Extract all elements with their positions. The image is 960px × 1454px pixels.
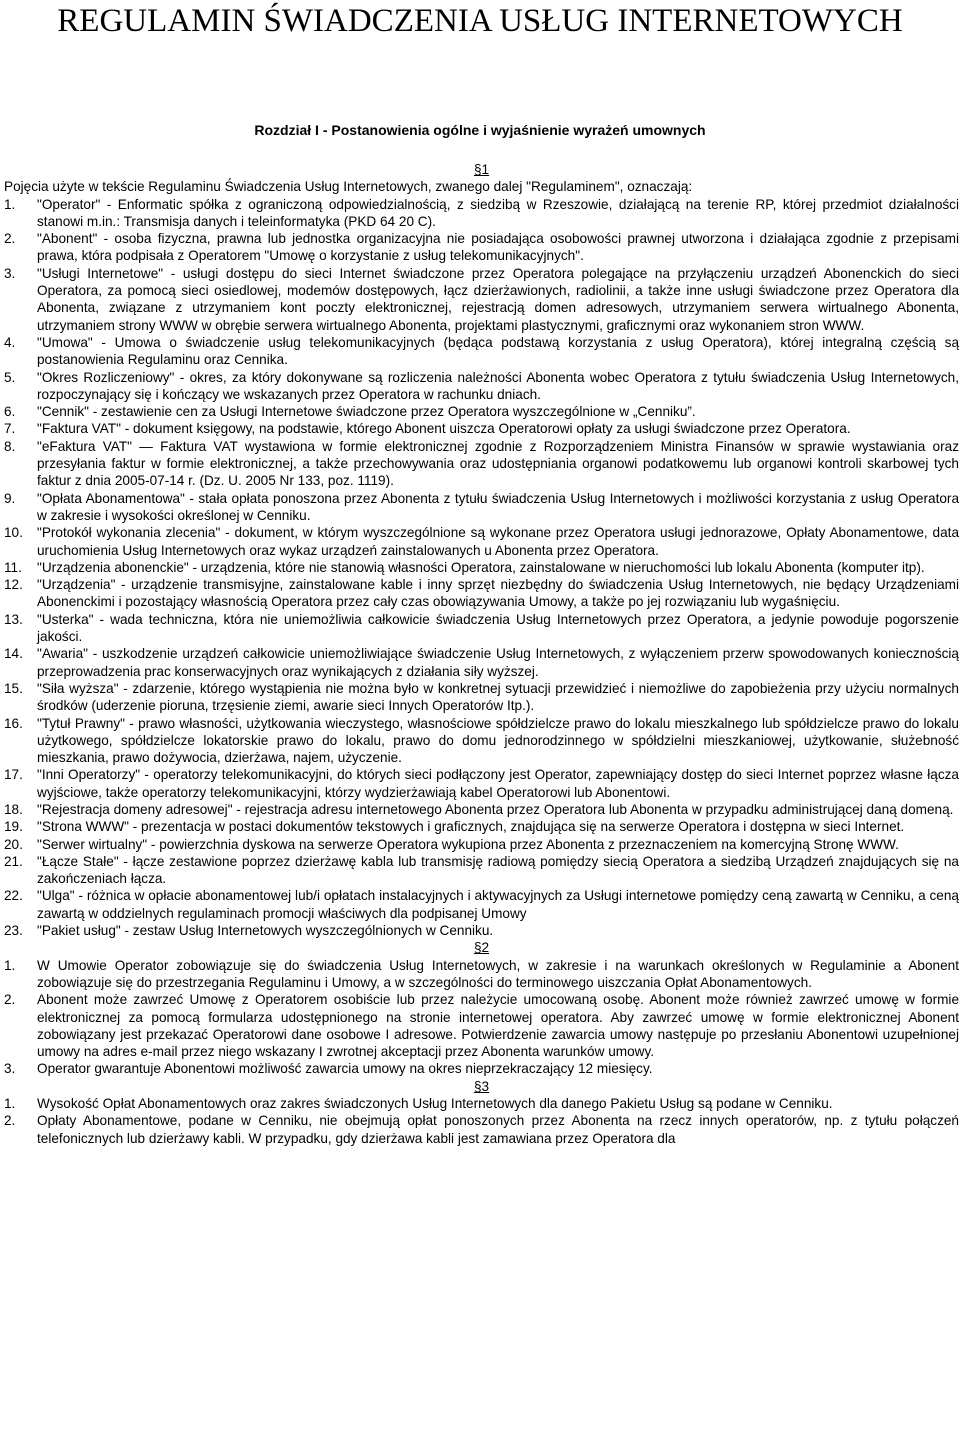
list-item-text: "Okres Rozliczeniowy" - okres, za który dokonywane są rozliczenia należności Abonenta wobec Operatora z tytułu świadczenia Usług Internetowych, rozpoczynający się i kończący we wskazanych przez Operatora w rachunku dniach. (37, 369, 959, 402)
list-item (4, 369, 959, 404)
list-item-number: 1. (4, 1096, 16, 1112)
list-item (4, 801, 959, 818)
list-item (4, 576, 959, 611)
list-item-number: 9. (4, 490, 16, 506)
list-item-number: 22. (4, 888, 23, 904)
list-item-text: "Rejestracja domeny adresowej" - rejestracja adresu internetowego Abonenta przez Operatora lub Abonenta w przypadku administrującej daną domeną. (37, 801, 954, 817)
list-item-text: "Strona WWW" - prezentacja w postaci dokumentów tekstowych i graficznych, znajdująca się na serwerze Operatora i dostępna w sieci Internet. (37, 819, 905, 835)
list-item-text: "Protokół wykonania zlecenia" - dokument, w którym wyszczególnione są wykonane przez Operatora usługi jednorazowe, Opłaty Abonamentowe, data uruchomienia Usług Internetowych oraz wykaz urządzeń zainstalowanych u Abonenta przez Operatora. (37, 525, 959, 558)
list-item (4, 680, 959, 715)
document-title: REGULAMIN ŚWIADCZENIA USŁUG INTERNETOWYCH (57, 3, 903, 39)
list-item-number: 10. (4, 525, 23, 541)
list-item-text: "Tytuł Prawny" - prawo własności, użytkowania wieczystego, własnościowe spółdzielcze prawo do lokalu mieszkalnego lub spółdzielcze prawo do lokalu użytkowego, spółdzielcze lokatorskie prawo do lokalu, prawo do domu jednorodzinnego w spółdzielni mieszkaniowej, użytkowanie, służebność mieszkania, prawo dożywocia, dzierżawa, najem, użyczenie. (37, 715, 959, 766)
list-item (4, 265, 959, 334)
list-item-text: "Operator" - Enformatic spółka z ograniczoną odpowiedzialnością, z siedzibą w Rzeszowie, działającą na terenie RP, której przedmiot działalności stanowi m.in.: Transmisja danych i teleinformatyka (PKD 64 20 C). (37, 196, 959, 229)
list-item (4, 1095, 959, 1112)
list-item (4, 438, 959, 490)
list-item-number: 12. (4, 577, 23, 593)
list-item-text: "Awaria" - uszkodzenie urządzeń całkowicie uniemożliwiające świadczenie Usług Internetowych, z wyłączeniem przerw spowodowanych koniecznością przeprowadzenia prac konserwacyjnych oraz wynikających z działania siły wyższej. (37, 646, 959, 679)
document-body (4, 161, 959, 1147)
list-item (4, 645, 959, 680)
list-item (4, 611, 959, 646)
list-item (4, 957, 959, 992)
list-item-number: 23. (4, 923, 23, 939)
list-item (4, 922, 959, 939)
list-item-number: 20. (4, 836, 23, 852)
list-item-number: 19. (4, 819, 23, 835)
list-item-text: Abonent może zawrzeć Umowę z Operatorem osobiście lub przez należycie umocowaną osobę. Abonent może również zawrzeć umowę w formie elektronicznej za pomocą formularza udostępnionego na stronie internetowej operatora. Aby zawrzeć umowę w formie elektronicznej Abonent zobowiązany jest przekazać Operatorowi dane osobowe I adresowe. Potwierdzenie zawarcia umowy następuje po przesłaniu Abonentowi uzupełnionej umowy na adres e-mail przez niego wskazany I zwrotnej akceptacji przez Abonenta warunków umowy. (37, 992, 959, 1060)
list-item-number: 1. (4, 196, 16, 212)
list-item-text: Wysokość Opłat Abonamentowych oraz zakres świadczonych Usług Internetowych dla danego Pakietu Usług są podane w Cenniku. (37, 1096, 833, 1112)
list-item (4, 490, 959, 525)
section-intro: Pojęcia użyte w tekście Regulaminu Świadczenia Usług Internetowych, zwanego dalej "Regulaminem", oznaczają: (4, 179, 693, 195)
chapter-heading: Rozdział I - Postanowienia ogólne i wyjaśnienie wyrażeń umownych (254, 122, 706, 138)
section-sign (4, 1078, 959, 1095)
list-item-number: 1. (4, 957, 16, 973)
list-item-text: Opłaty Abonamentowe, podane w Cenniku, nie obejmują opłat ponoszonych przez Abonenta na rzecz innych operatorów, np. z tytułu połączeń telefonicznych lub dzierżawy kabli. W przypadku, gdy dzierżawa kabli jest zamawiana przez Operatora dla (37, 1113, 959, 1146)
list-item-text: "Urządzenia abonenckie" - urządzenia, które nie stanowią własności Operatora, zainstalowane w nieruchomości lub lokalu Abonenta (komputer itp). (37, 559, 925, 575)
list-item-text: "Usługi Internetowe" - usługi dostępu do sieci Internet świadczone przez Operatora polegające na przyłączeniu urządzeń Abonenckich do sieci Operatora, za pomocą sieci osiedlowej, modemów dostępowych, łącz dzierżawionych, radiolinii, a także inne usługi świadczone przez Operatora dla Abonenta, związane z utrzymaniem kont poczty elektronicznej, rejestracją domen adresowych, utrzymaniem serwera wirtualnego Abonenta, utrzymaniem strony WWW w obrębie serwera wirtualnego Abonenta, projektami plastycznymi, graficznymi oraz wykonaniem stron WWW. (37, 265, 959, 333)
list-item (4, 559, 959, 576)
list-item-number: 2. (4, 231, 16, 247)
list-item (4, 403, 959, 420)
list-item-number: 4. (4, 334, 16, 350)
list-item (4, 1112, 959, 1147)
list-item-number: 13. (4, 611, 23, 627)
list-item-text: "Usterka" - wada techniczna, która nie uniemożliwia całkowicie świadczenia Usług Internetowych przez Operatora, a jedynie powoduje pogorszenie jakości. (37, 611, 959, 645)
section-sign-label: §1 (473, 162, 490, 177)
list-item-number: 14. (4, 646, 23, 662)
list-item (4, 524, 959, 559)
list-item-text: "Ulga" - różnica w opłacie abonamentowej lub/i opłatach instalacyjnych i aktywacyjnych za Usługi internetowe pomiędzy ceną zawartą w Cenniku, a ceną zawartą w oddzielnych regulaminach promocji właściwych dla podpisanej Umowy (37, 888, 959, 921)
list-item (4, 887, 959, 922)
list-item-number: 2. (4, 992, 16, 1008)
list-item-text: Operator gwarantuje Abonentowi możliwość zawarcia umowy na okres nieprzekraczający 12 miesięcy. (37, 1061, 653, 1077)
list-item-text: "Abonent" - osoba fizyczna, prawna lub jednostka organizacyjna nie posiadająca osobowości prawnej utworzona i działająca zgodnie z przepisami prawa, która podpisała z Operatorem "Umowę o korzystanie z usług telekomunikacyjnych". (37, 231, 959, 264)
list-item-number: 3. (4, 1061, 16, 1077)
list-item-number: 7. (4, 421, 16, 437)
list-item-number: 16. (4, 715, 23, 731)
list-item-number: 18. (4, 801, 23, 817)
list-item-text: "Cennik" - zestawienie cen za Usługi Internetowe świadczone przez Operatora wyszczególnione w „Cenniku”. (37, 404, 696, 420)
list-item-number: 15. (4, 680, 23, 696)
list-item-text: "Siła wyższa" - zdarzenie, którego wystąpienia nie można było w konkretnej sytuacji przewidzieć i niemożliwe do zapobieżenia przy użyciu normalnych środków (uderzenie pioruna, trzęsienie ziemi, awarie sieci Innych Operatorów Itp.). (37, 680, 959, 714)
list-item (4, 230, 959, 265)
list-item-number: 21. (4, 853, 23, 869)
list-item-text: "Pakiet usług" - zestaw Usług Internetowych wyszczególnionych w Cenniku. (37, 923, 494, 939)
list-item (4, 196, 959, 231)
list-item (4, 420, 959, 437)
list-item-number: 2. (4, 1113, 16, 1129)
list-item (4, 766, 959, 801)
list-item-number: 8. (4, 438, 16, 454)
list-item (4, 715, 959, 767)
list-item (4, 334, 959, 369)
list-item-number: 11. (4, 559, 22, 575)
section-sign (4, 939, 959, 956)
list-item-text: "Umowa" - Umowa o świadczenie usług telekomunikacyjnych (będąca podstawą korzystania z usług Operatora), której integralną częścią są postanowienia Regulaminu oraz Cennika. (37, 334, 959, 368)
section-sign-label: §2 (473, 940, 490, 956)
list-item-text: "Faktura VAT" - dokument księgowy, na podstawie, którego Abonent uiszcza Operatorowi opłaty za usługi świadczone przez Operatora. (37, 421, 851, 437)
list-item (4, 853, 959, 888)
list-item (4, 836, 959, 853)
list-item (4, 818, 959, 835)
list-item (4, 1060, 959, 1077)
list-item-number: 5. (4, 369, 16, 385)
list-item-text: "Opłata Abonamentowa" - stała opłata ponoszona przez Abonenta z tytułu świadczenia Usług Internetowych i możliwości korzystania z usług Operatora w zakresie i wysokości określonej w Cenniku. (37, 490, 959, 523)
list-item-number: 3. (4, 265, 16, 281)
list-item-text: "Łącze Stałe" - łącze zestawione poprzez dzierżawę kabla lub transmisję radiową pomiędzy siecią Operatora a siedzibą Urządzeń znajdujących się na zakończeniach łącza. (37, 853, 959, 887)
section-sign (4, 161, 959, 178)
list-item-text: "eFaktura VAT" — Faktura VAT wystawiona w formie elektronicznej zgodnie z Rozporządzeniem Ministra Finansów w sprawie wystawiania oraz przesyłania faktur w formie elektronicznej, a także przechowywania oraz udostępniania organowi podatkowemu lub organowi kontroli skarbowej tych faktur z dnia 2005-07-14 r. (Dz. U. 2005 Nr 133, poz. 1119). (37, 438, 959, 489)
list-item-text: "Urządzenia" - urządzenie transmisyjne, zainstalowane kable i inny sprzęt niezbędny do świadczenia Usług Internetowych, nie będący Urządzeniami Abonenckimi i pozostający własnością Operatora przez cały czas obowiązywania Umowy, a także po jej rozwiązaniu lub wygaśnięciu. (37, 577, 959, 610)
list-item-text: W Umowie Operator zobowiązuje się do świadczenia Usług Internetowych, w zakresie i na warunkach określonych w Regulaminie a Abonent zobowiązuje się do przestrzegania Regulaminu i Umowy, a w szczególności do terminowego uiszczania Opłat Abonamentowych. (37, 957, 959, 990)
list-item-text: "Inni Operatorzy" - operatorzy telekomunikacyjni, do których sieci podłączony jest Operator, zapewniający dostęp do sieci Internet poprzez własne łącza wyjściowe, także operatorzy telekomunikacyjni, którzy wydzierżawiają kabel Operatorowi lub Abonentowi. (37, 767, 959, 800)
list-item-text: "Serwer wirtualny" - powierzchnia dyskowa na serwerze Operatora wykupiona przez Abonenta z przeznaczeniem na komercyjną Stronę WWW. (37, 836, 899, 852)
list-item-number: 6. (4, 404, 16, 420)
list-item-number: 17. (4, 767, 23, 783)
section-sign-label: §3 (473, 1078, 490, 1094)
list-item (4, 991, 959, 1060)
